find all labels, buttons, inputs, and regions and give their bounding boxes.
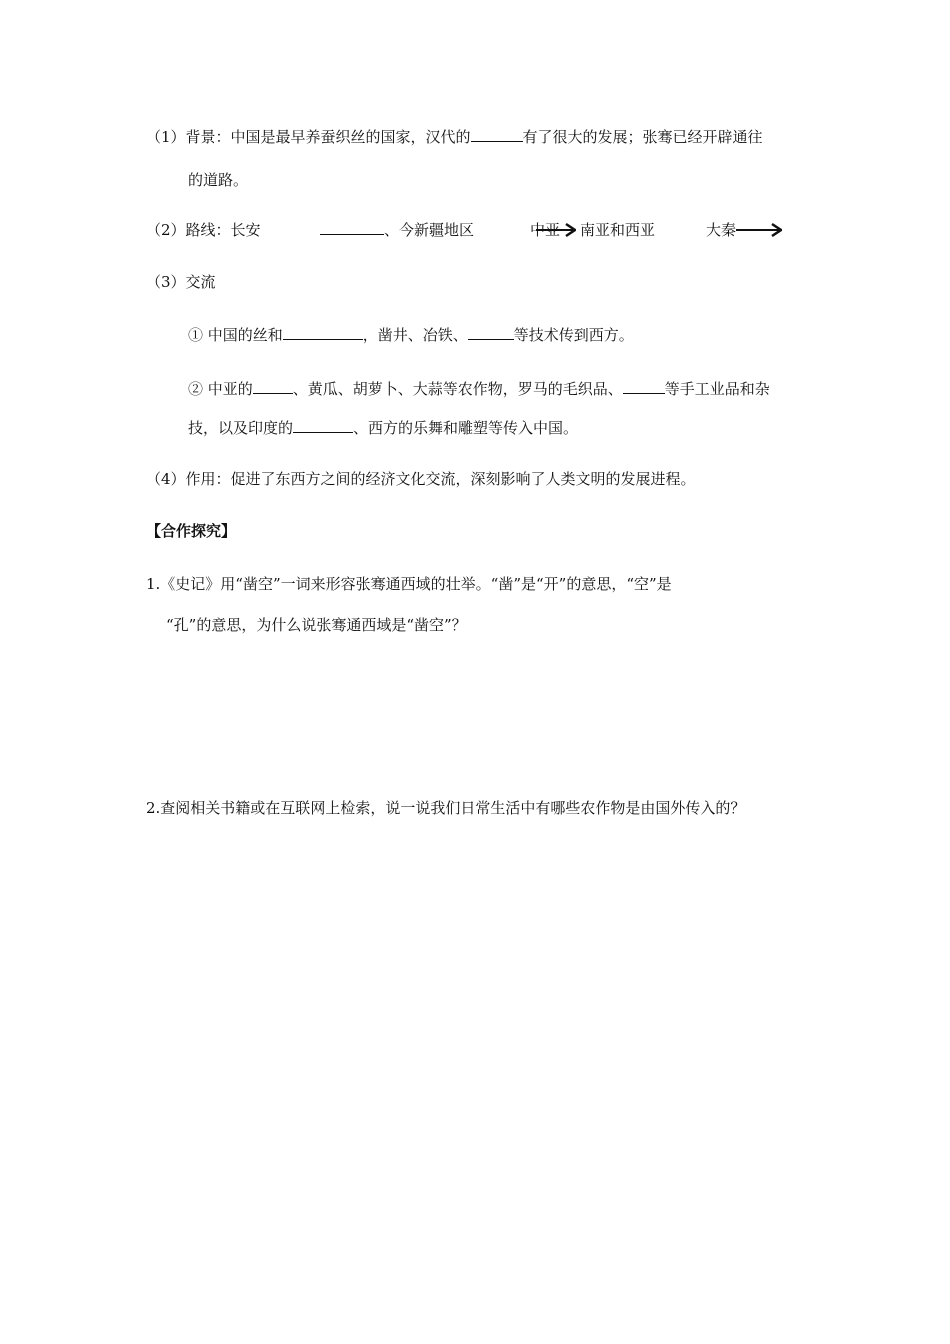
route-south-west-asia: 南亚和西亚 (580, 221, 656, 239)
route-daqin: 大秦 (706, 221, 737, 239)
item3-2-line2: 技，以及印度的 、西方的乐舞和雕塑等传入中国。 (188, 419, 579, 437)
blank-roman-goods[interactable] (623, 379, 665, 394)
item2-label: （2）路线：长安 (146, 221, 261, 239)
blank-central-asia-crop[interactable] (253, 379, 293, 394)
blank-silk-products[interactable] (283, 325, 363, 340)
blank-silk-industry[interactable] (471, 127, 523, 142)
item3-2-line1: ② 中亚的 、黄瓜、胡萝卜、大蒜等农作物，罗马的毛织品、 等手工业品和杂 (188, 380, 770, 398)
question-1-line2: “孔”的意思，为什么说张骞通西域是“凿空”？ (166, 616, 467, 634)
blank-route-city[interactable] (320, 220, 384, 235)
item1-line2: 的道路。 (188, 171, 249, 189)
item2-blank-line: 、今新疆地区 (320, 220, 474, 240)
blank-india-item[interactable] (293, 418, 353, 433)
item4-effect: （4）作用：促进了东西方之间的经济文化交流，深刻影响了人类文明的发展进程。 (146, 470, 696, 488)
item1-line1: （1）背景：中国是最早养蚕织丝的国家，汉代的 有了很大的发展；张骞已经开辟通往 (146, 128, 763, 146)
route-arrow-icon-2 (736, 221, 782, 241)
question-2: 2.查阅相关书籍或在互联网上检索，说一说我们日常生活中有哪些农作物是由国外传入的？ (146, 799, 746, 817)
route-central-asia: 中亚 (530, 221, 561, 239)
item3-1: ① 中国的丝和 ，凿井、冶铁、 等技术传到西方。 (188, 326, 634, 344)
question-1-line1: 1.《史记》用“凿空”一词来形容张骞通西域的壮举。“凿”是“开”的意思，“空”是 (146, 575, 672, 593)
route-arrow-icon-1 (536, 221, 576, 241)
item3-heading: （3）交流 (146, 273, 216, 291)
blank-technique[interactable] (468, 325, 514, 340)
section-heading: 【合作探究】 (146, 522, 237, 540)
